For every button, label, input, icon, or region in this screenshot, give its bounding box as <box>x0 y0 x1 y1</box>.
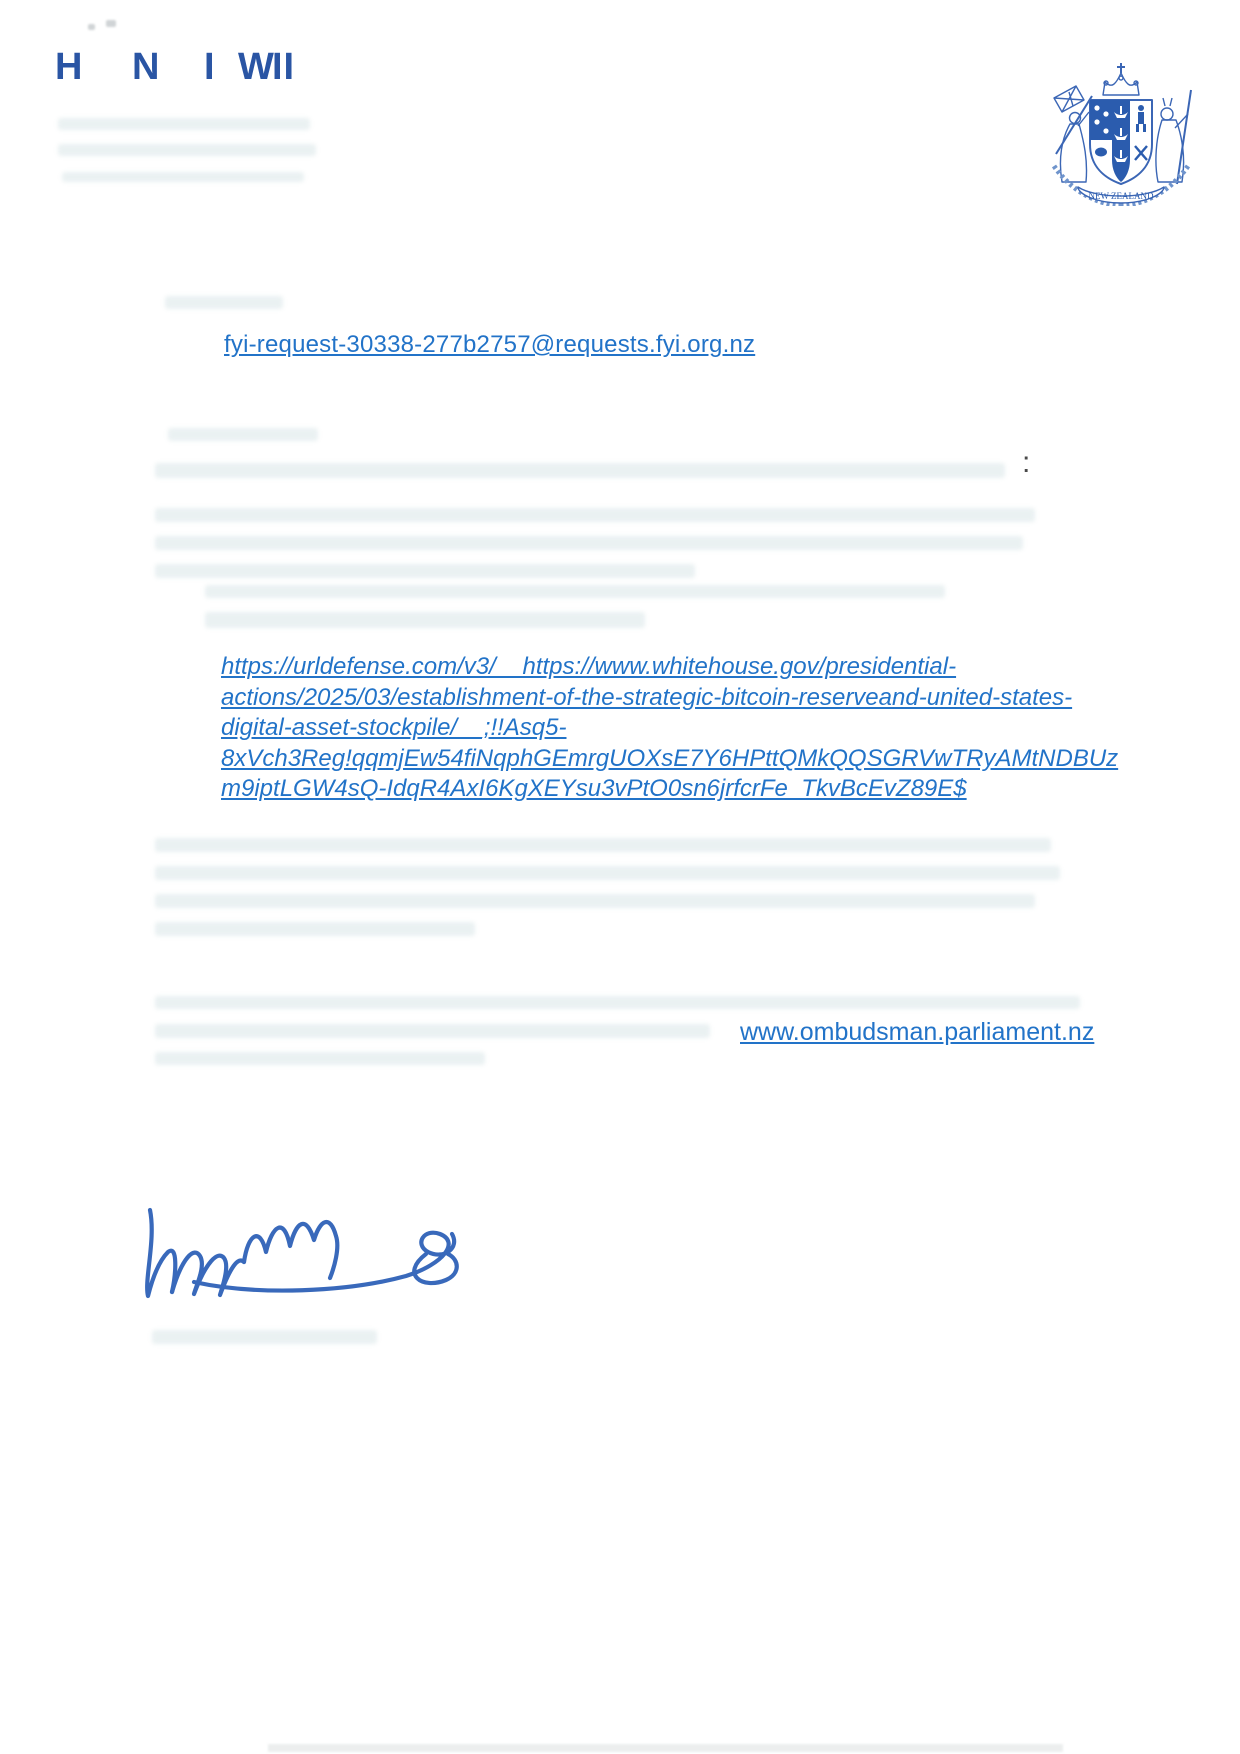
logo-letter: I <box>204 46 216 88</box>
faded-text-line <box>155 1052 485 1065</box>
stray-mark <box>106 20 116 27</box>
logo-letter: II <box>272 46 296 88</box>
faded-text-line <box>155 1024 710 1038</box>
faded-text-line <box>205 612 645 628</box>
url-line[interactable]: digital-asset-stockpile/__;!!Asq5- <box>221 714 567 741</box>
faded-text-line <box>155 564 695 578</box>
faded-text-line <box>58 118 310 130</box>
faded-text-line <box>155 922 475 936</box>
scan-artifact-band <box>268 1744 1063 1752</box>
logo-letter: W <box>238 46 275 88</box>
faded-text-line <box>165 296 283 309</box>
faded-text-line <box>58 144 316 156</box>
stray-mark <box>88 24 95 30</box>
residual-colon: : <box>1022 446 1031 479</box>
handwritten-signature-icon <box>138 1192 468 1317</box>
faded-text-line <box>155 838 1051 852</box>
faded-text-line <box>155 894 1035 908</box>
ombudsman-website-link[interactable]: www.ombudsman.parliament.nz <box>740 1018 1095 1046</box>
urldefense-link[interactable] <box>221 652 1118 805</box>
faded-text-line <box>152 1330 377 1344</box>
faded-text-line <box>155 463 1005 478</box>
faded-text-line <box>155 866 1060 880</box>
faded-text-line <box>168 428 318 441</box>
faded-text-line <box>62 172 304 182</box>
faded-text-line <box>155 996 1080 1009</box>
url-line[interactable]: 8xVch3Reg!qqmjEw54fiNqphGEmrgUOXsE7Y6HPttQMkQQSGRVwTRyAMtNDBUz <box>221 744 1119 772</box>
faded-text-line <box>155 508 1035 522</box>
faded-text-line <box>205 585 945 598</box>
url-line[interactable]: m9iptLGW4sQ-IdqR4AxI6KgXEYsu3vPtO0sn6jrfcrFe_TkvBcEvZ89E$ <box>221 775 967 802</box>
crest-scroll-text: NEW ZEALAND <box>1088 191 1154 201</box>
nz-coat-of-arms-icon <box>1026 54 1216 206</box>
url-line[interactable]: https://urldefense.com/v3/__https://www.whitehouse.gov/presidential- <box>221 653 957 680</box>
url-line[interactable]: actions/2025/03/establishment-of-the-strategic-bitcoin-reserveand-united-states- <box>221 683 1073 711</box>
faded-text-line <box>155 536 1023 550</box>
logo-letter: N <box>132 46 161 88</box>
logo-letter: H <box>55 46 84 88</box>
requester-email-link[interactable]: fyi-request-30338-277b2757@requests.fyi.org.nz <box>224 331 756 358</box>
